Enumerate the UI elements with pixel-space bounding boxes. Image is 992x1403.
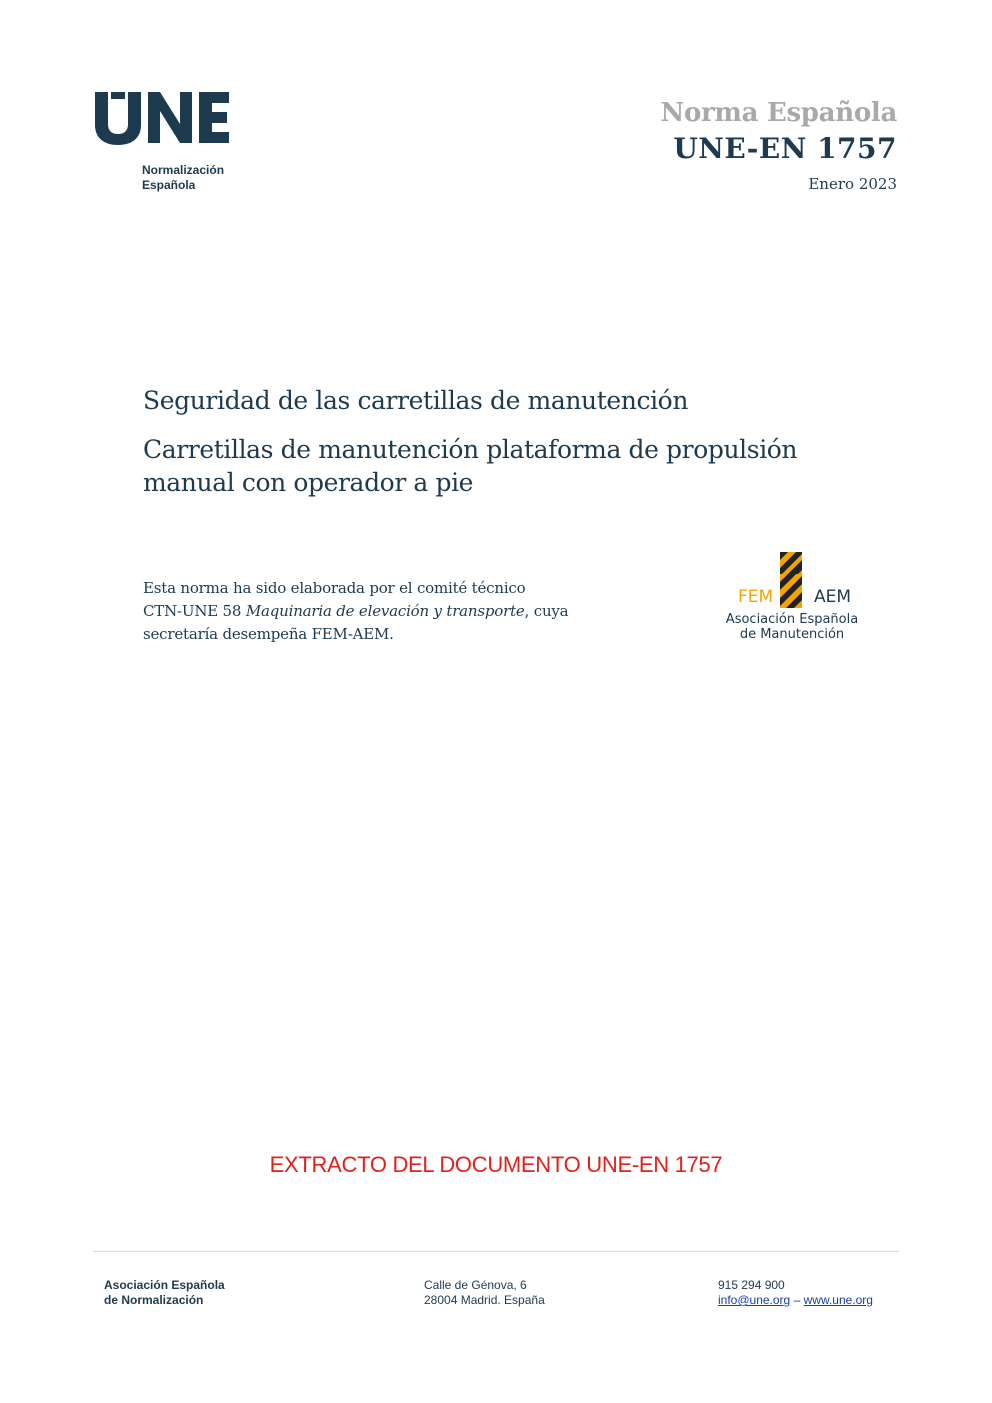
norma-label: Norma Española (660, 98, 897, 128)
extract-notice: EXTRACTO DEL DOCUMENTO UNE-EN 1757 (269, 1152, 723, 1177)
norma-code: UNE-EN 1757 (673, 132, 897, 165)
une-logo-sub-line1: Normalización (142, 163, 225, 177)
aem-text: AEM (814, 587, 852, 607)
footer-divider (93, 1251, 899, 1252)
fem-sub-line2: de Manutención (739, 627, 845, 642)
footer-organization (104, 1278, 225, 1308)
une-logo (93, 90, 233, 195)
fem-sub-line1: Asociación Española (725, 612, 859, 627)
footer-contact (718, 1278, 873, 1308)
footer-org-line2: de Normalización (104, 1293, 204, 1307)
committee-statement (143, 577, 643, 646)
footer-phone: 915 294 900 (718, 1278, 785, 1292)
document-titles (143, 384, 863, 499)
title-sub-line1: Carretillas de manutención plataforma de propulsión (143, 435, 798, 464)
hazard-stripes-icon (780, 552, 802, 608)
footer-address-line1: Calle de Génova, 6 (424, 1278, 527, 1292)
fem-text: FEM (738, 587, 774, 607)
title-main: Seguridad de las carretillas de manutención (143, 386, 689, 415)
une-logo-mark (93, 90, 233, 150)
footer-links (718, 1293, 873, 1308)
committee-code: CTN-UNE 58 (143, 602, 246, 620)
document-header (577, 96, 897, 196)
une-logo-sub-line2: Española (142, 178, 196, 192)
footer-address-line2: 28004 Madrid. España (424, 1293, 545, 1307)
fem-aem-subtitle (718, 612, 866, 642)
website-link[interactable]: www.une.org (803, 1293, 873, 1307)
email-link[interactable]: info@une.org (718, 1293, 791, 1307)
committee-secretariat: secretaría desempeña FEM-AEM. (143, 625, 394, 643)
fem-aem-wordmark (738, 586, 852, 608)
publication-date: Enero 2023 (808, 175, 897, 193)
une-logo-subtitle (142, 163, 224, 193)
footer-link-separator: – (793, 1293, 801, 1307)
committee-suffix: , cuya (524, 602, 569, 620)
title-sub-line2: manual con operador a pie (143, 468, 474, 497)
fem-aem-logo (718, 550, 866, 650)
footer-address (424, 1278, 545, 1308)
footer-org-line1: Asociación Española (104, 1278, 225, 1292)
committee-name: Maquinaria de elevación y transporte (245, 602, 525, 620)
committee-line1: Esta norma ha sido elaborada por el comité técnico (143, 579, 526, 597)
